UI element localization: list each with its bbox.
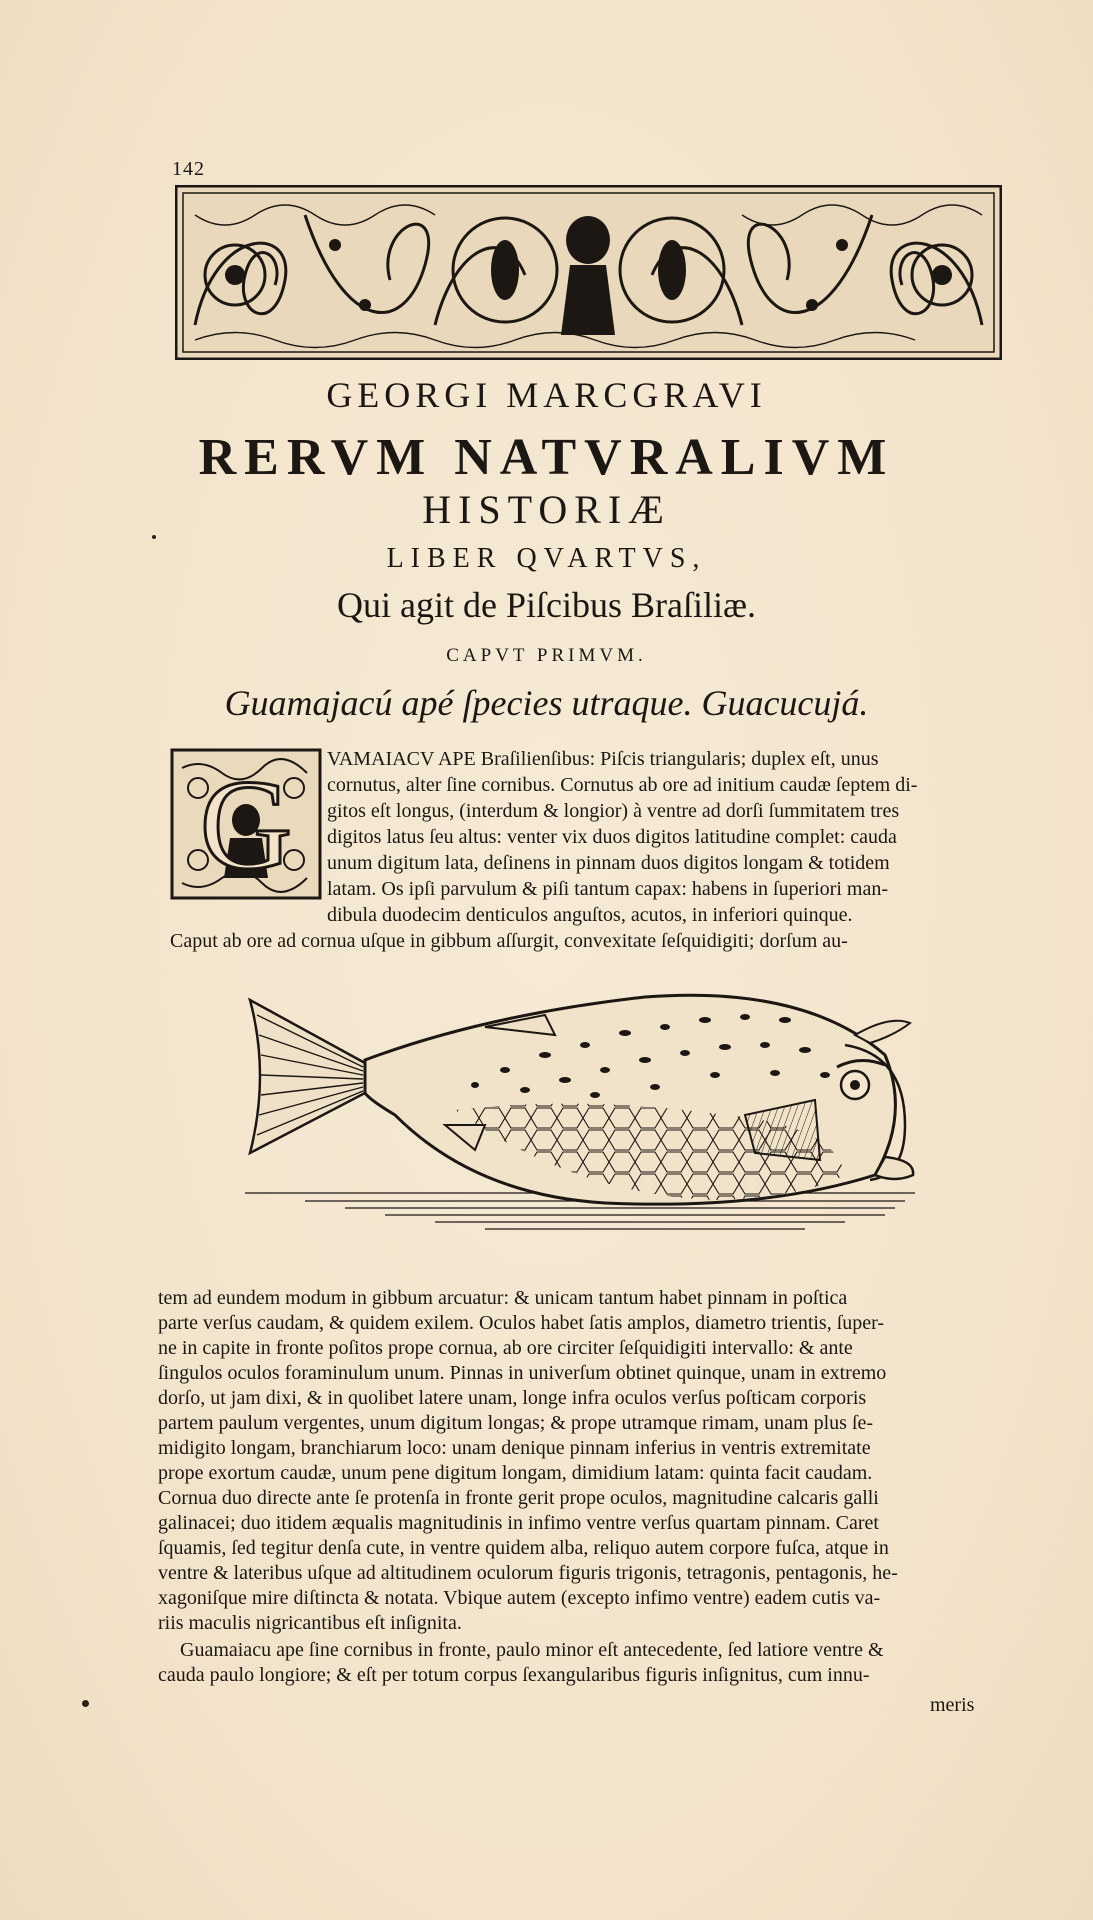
text-line: riis maculis nigricantibus eſt inſignita. [158,1612,462,1634]
species-heading: Guamajacú apé ſpecies utraque. Guacucujá. [224,683,869,723]
text-line: midigito longam, branchiarum loco: unam denique pinnam inferius in ventris extremitate [158,1437,871,1459]
book-subtitle: HISTORIÆ [422,487,671,532]
paper-speck [152,535,156,539]
text-line: Guamaiacu ape ſine cornibus in fronte, paulo minor eſt antecedente, ſed latiore ventre & [180,1639,884,1661]
text-line: prope exortum caudæ, unum pene digitum longam, dimidium latam: quinta facit caudam. [158,1462,873,1484]
text-line: cauda paulo longiore; & eſt per totum corpus ſexangularibus figuris inſignitus, cum innu- [158,1664,870,1686]
text-line: ſingulos oculos foraminulum unum. Pinnas in univerſum obtinet quinque, unam in extremo [158,1362,887,1384]
catchword: meris [930,1694,975,1716]
text-line: xagoniſque mire diſtincta & notata. Vbique autem (excepto infimo ventre) eadem cutis va- [158,1587,881,1609]
author-name: GEORGI MARCGRAVI [326,375,767,415]
drop-cap-letter: G [199,754,293,896]
paper-speck [82,1700,89,1707]
text-line: gitos eſt longus, (interdum & longior) à ventre ad dorſi ſummitatem tres [327,800,900,822]
text-line: dorſo, ut jam dixi, & in quolibet latere unam, longe infra oculos verſus poſticam corporis [158,1387,867,1409]
text-line: cornutus, alter ſine cornibus. Cornutus ab ore ad initium caudæ ſeptem di- [327,774,918,796]
text-line: Caput ab ore ad cornua uſque in gibbum aſſurgit, convexitate ſeſquidigiti; dorſum au- [170,930,848,952]
text-line: ſquamis, ſed tegitur denſa cute, in ventre quidem alba, reliquo autem corpore fuſca, atque in [158,1537,889,1559]
book-number: LIBER QVARTVS, [386,543,707,574]
text-line: digitos latus ſeu altus: venter vix duos digitos latitudine complet: cauda [327,826,897,848]
drop-cap-initial [170,748,322,900]
text-line: unum digitum lata, deſinens in pinnam duos digitos longam & totidem [327,852,890,874]
page-number: 142 [172,158,205,180]
boxfish-woodcut [245,975,920,1245]
text-line: dibula duodecim denticulos anguſtos, acutos, in inferiori quinque. [327,904,853,926]
book-title: RERVM NATVRALIVM [198,429,895,486]
text-line: Cornua duo directe ante ſe protenſa in fronte gerit prope oculos, magnitudine calcaris galli [158,1487,879,1509]
text-line: galinacei; duo itidem æqualis magnitudinis in infimo ventre verſus quartam pinnam. Caret [158,1512,879,1534]
text-line: VAMAIACV APE Braſilienſibus: Piſcis triangularis; duplex eſt, unus [327,748,879,770]
text-line: partem paulum vergentes, unum digitum longas; & prope utramque rimam, unam plus ſe- [158,1412,874,1434]
text-line: parte verſus caudam, & quidem exilem. Oculos habet ſatis amplos, diametro trientis, ſuper- [158,1312,885,1334]
book-subject: Qui agit de Piſcibus Braſiliæ. [337,585,756,625]
ornamental-headpiece [175,185,1002,360]
text-line: ne in capite in fronte poſitos prope cornua, ab ore circiter ſeſquidigiti intervallo: & ante [158,1337,853,1359]
text-line: ventre & lateribus uſque ad altitudinem oculorum figuris trigonis, tetragonis, pentagonis, he- [158,1562,898,1584]
text-line: latam. Os ipſi parvulum & piſi tantum capax: habens in ſuperiori man- [327,878,888,900]
text-line: tem ad eundem modum in gibbum arcuatur: & unicam tantum habet pinnam in poſtica [158,1287,848,1309]
chapter-heading: CAPVT PRIMVM. [446,645,647,666]
